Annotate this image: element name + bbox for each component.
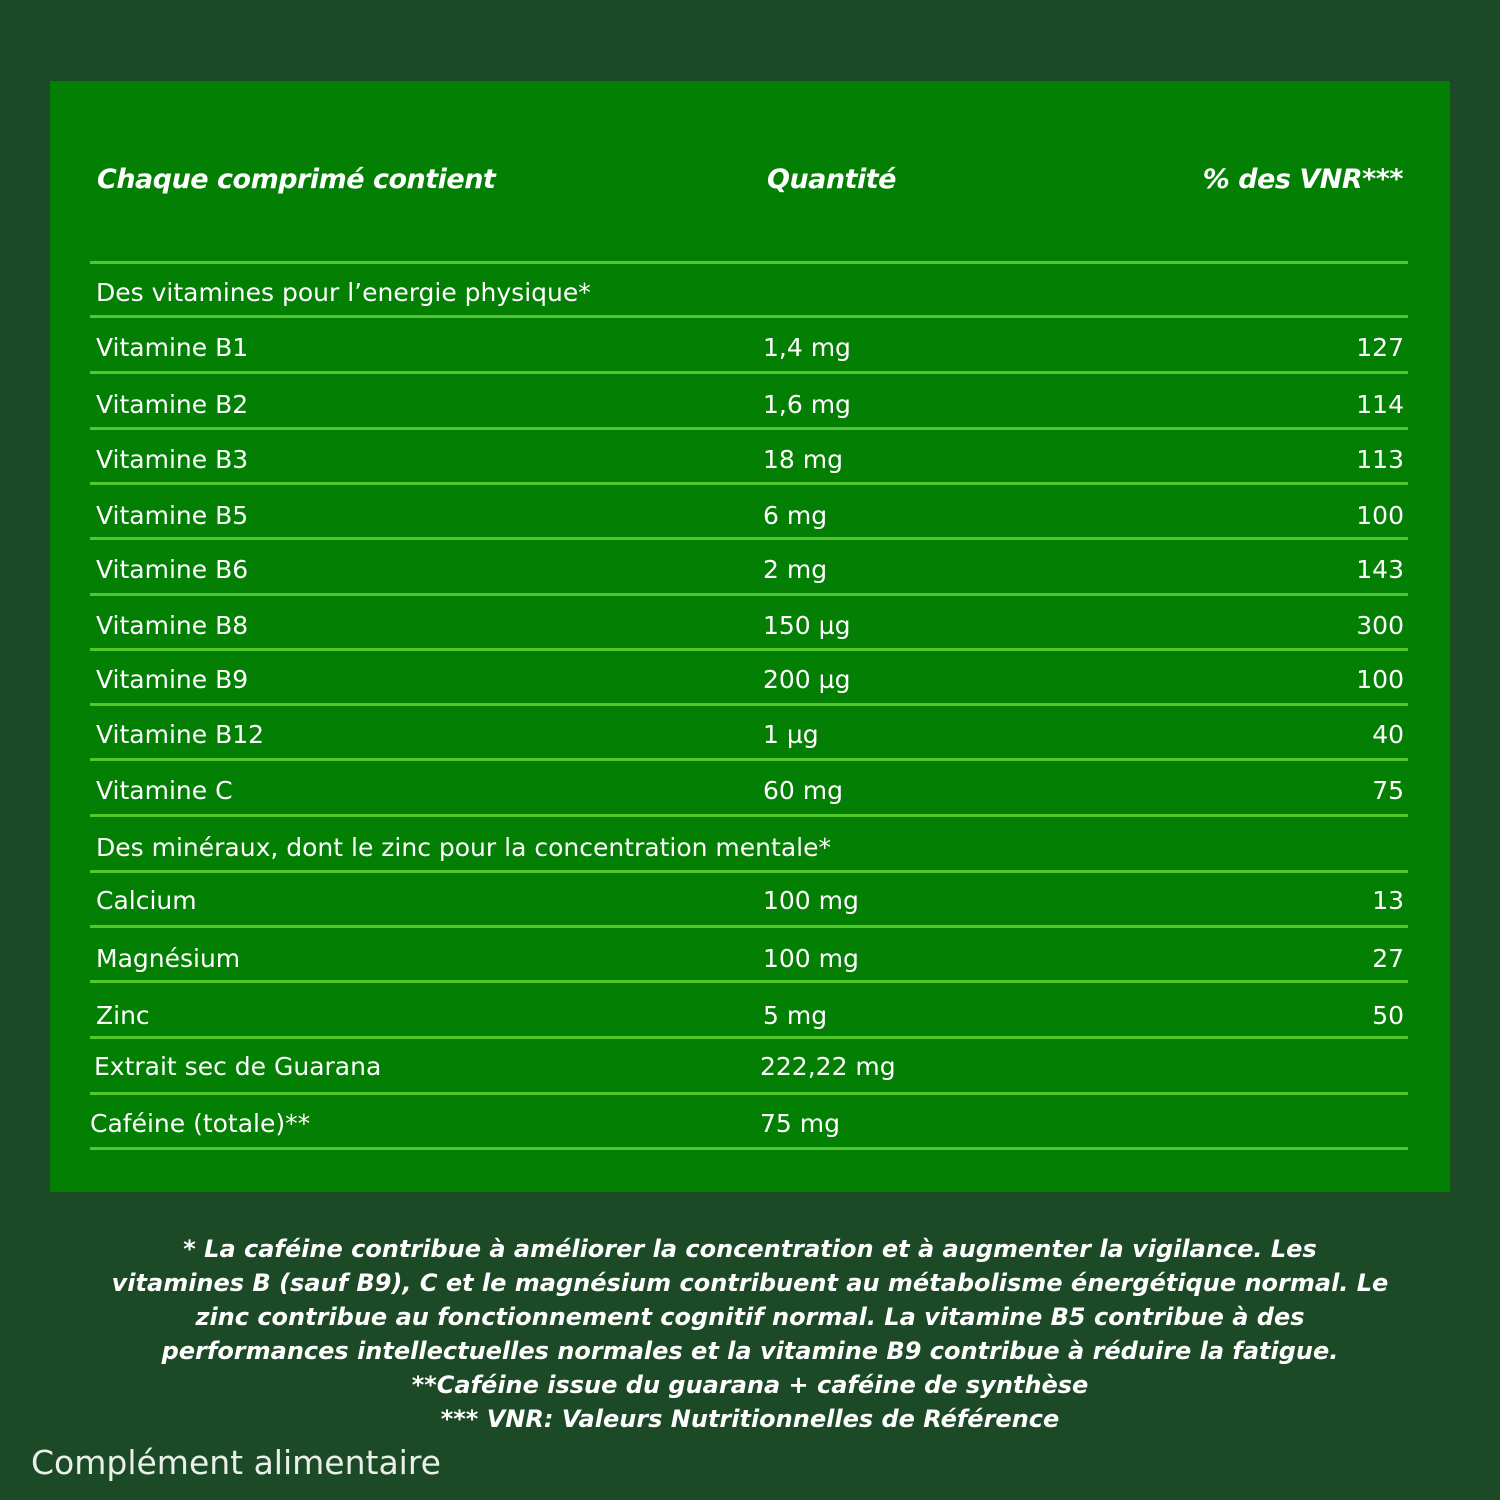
ingredient-quantity: 150 µg [763,611,851,640]
ingredient-quantity: 200 µg [763,665,851,694]
ingredient-name: Vitamine B8 [96,611,249,640]
row-divider [90,758,1408,761]
column-header-quantity: Quantité [767,164,896,195]
footnote-line: vitamines B (sauf B9), C et le magnésium contribuent au métabolisme énergétique normal. Le [111,1269,1389,1297]
row-divider [90,371,1408,374]
row-divider [90,593,1408,596]
row-divider [90,925,1408,928]
ingredient-vnr-percent: 75 [1372,776,1404,805]
ingredient-quantity: 222,22 mg [760,1052,896,1081]
ingredient-vnr-percent: 113 [1356,445,1404,474]
ingredient-name: Vitamine B5 [96,501,249,530]
row-divider [90,1147,1408,1150]
ingredient-vnr-percent: 27 [1372,944,1404,973]
ingredient-vnr-percent: 114 [1356,390,1404,419]
footnote-line: * La caféine contribue à améliorer la concentration et à augmenter la vigilance. Les [183,1235,1317,1263]
ingredient-name: Vitamine B6 [96,555,249,584]
ingredient-name: Extrait sec de Guarana [94,1052,382,1081]
ingredient-name: Vitamine C [96,776,233,805]
ingredient-name: Caféine (totale)** [90,1109,311,1138]
footnote-line: *** VNR: Valeurs Nutritionnelles de Référence [440,1405,1060,1433]
row-divider [90,482,1408,485]
row-divider [90,703,1408,706]
ingredient-name: Zinc [96,1001,150,1030]
row-divider [90,870,1408,873]
ingredient-name: Vitamine B1 [96,333,249,362]
ingredient-vnr-percent: 50 [1372,1001,1404,1030]
ingredient-quantity: 100 mg [763,886,859,915]
row-divider [90,427,1408,430]
ingredient-quantity: 1 µg [763,720,819,749]
ingredient-quantity: 6 mg [763,501,828,530]
ingredient-vnr-percent: 100 [1356,665,1404,694]
ingredient-name: Vitamine B9 [96,665,249,694]
footnote-line: zinc contribue au fonctionnement cognitif normal. La vitamine B5 contribue à des [195,1303,1305,1331]
row-divider [90,814,1408,817]
nutrition-panel [50,81,1450,1192]
row-divider [90,980,1408,983]
ingredient-quantity: 1,4 mg [763,333,851,362]
footnote-line: **Caféine issue du guarana + caféine de synthèse [411,1371,1089,1399]
ingredient-vnr-percent: 13 [1372,886,1404,915]
ingredient-vnr-percent: 300 [1356,611,1404,640]
ingredient-vnr-percent: 40 [1372,720,1404,749]
column-header-ingredient: Chaque comprimé contient [97,164,496,195]
ingredient-quantity: 100 mg [763,944,859,973]
ingredient-name: Vitamine B2 [96,390,249,419]
ingredient-name: Des vitamines pour l’energie physique* [96,278,591,307]
ingredient-quantity: 2 mg [763,555,828,584]
ingredient-vnr-percent: 127 [1356,333,1404,362]
ingredient-quantity: 1,6 mg [763,390,851,419]
ingredient-name: Des minéraux, dont le zinc pour la concentration mentale* [96,833,831,862]
ingredient-quantity: 18 mg [763,445,843,474]
ingredient-vnr-percent: 143 [1356,555,1404,584]
ingredient-quantity: 60 mg [763,776,843,805]
product-caption: Complément alimentaire [31,1443,441,1482]
ingredient-quantity: 5 mg [763,1001,828,1030]
ingredient-quantity: 75 mg [760,1109,840,1138]
row-divider [90,537,1408,540]
row-divider [90,1036,1408,1039]
footnotes [40,1232,1460,1436]
column-header-vnr-percent: % des VNR*** [1202,164,1403,195]
row-divider [90,1092,1408,1095]
footnote-line: performances intellectuelles normales et la vitamine B9 contribue à réduire la fatigue. [161,1337,1339,1365]
ingredient-name: Vitamine B12 [96,720,265,749]
row-divider [90,261,1408,264]
row-divider [90,648,1408,651]
row-divider [90,315,1408,318]
ingredient-name: Magnésium [96,944,241,973]
ingredient-vnr-percent: 100 [1356,501,1404,530]
ingredient-name: Calcium [96,886,197,915]
ingredient-name: Vitamine B3 [96,445,249,474]
